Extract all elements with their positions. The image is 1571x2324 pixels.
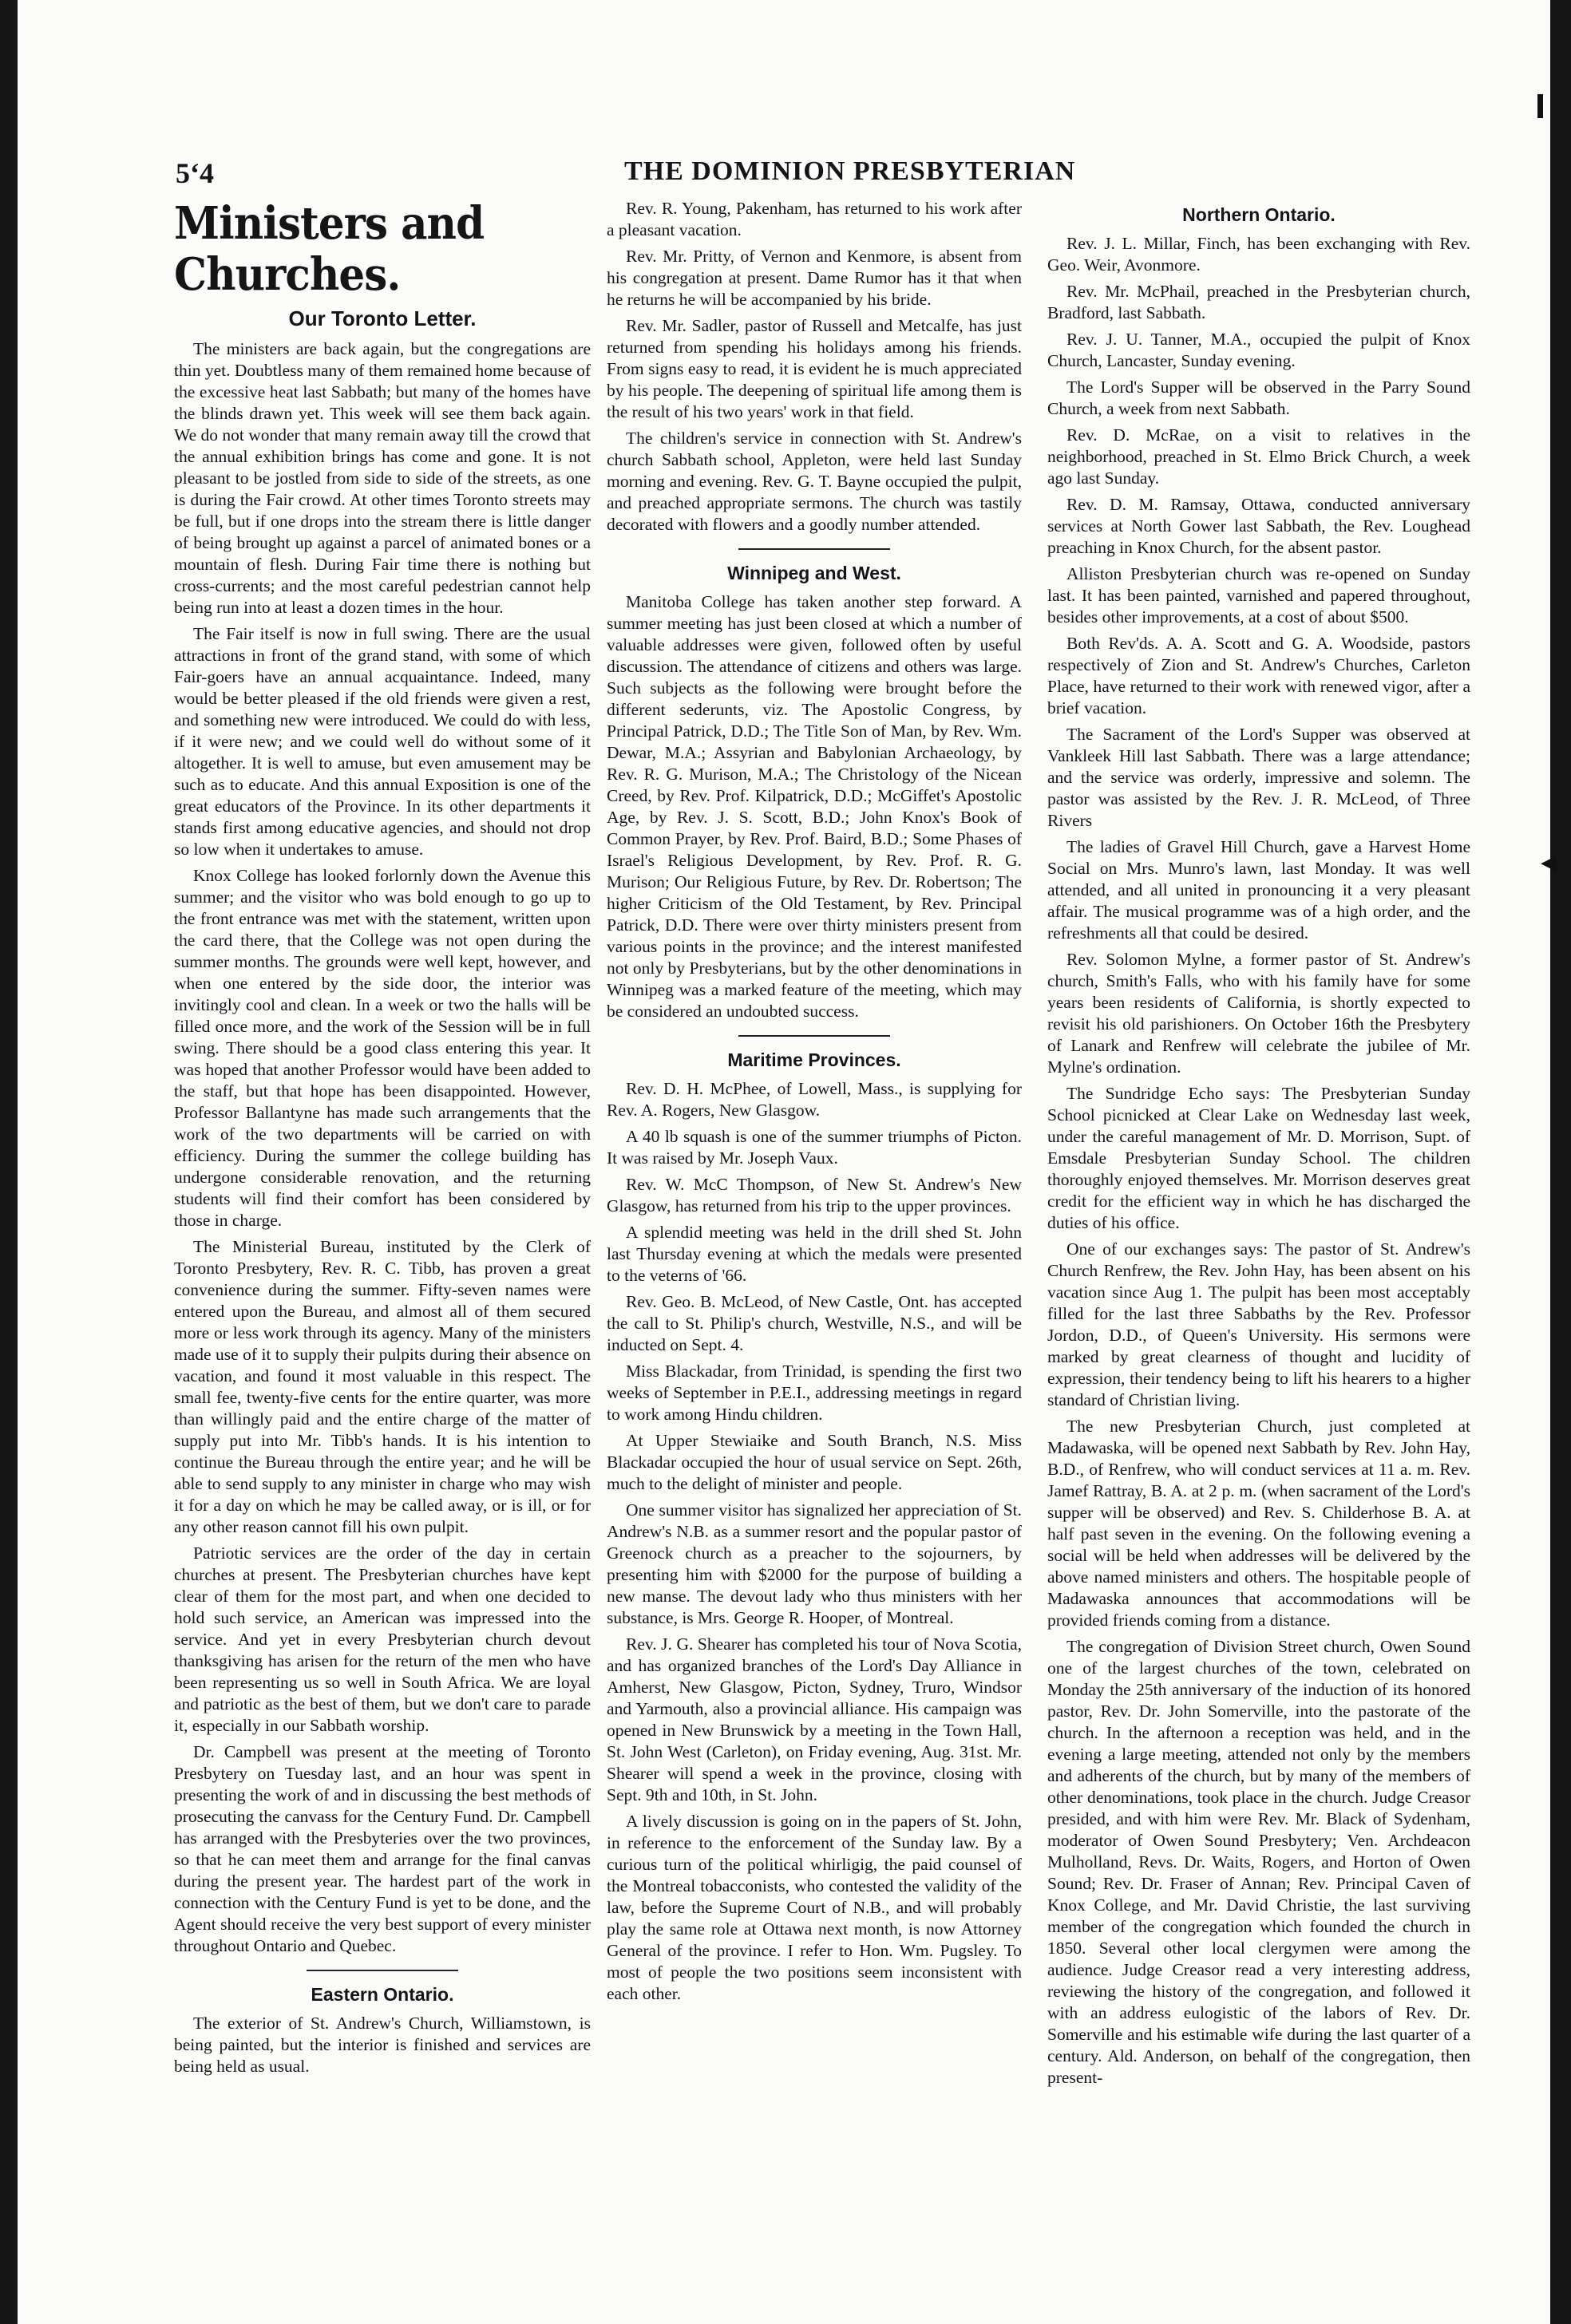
- section-divider: [738, 548, 890, 550]
- intro-items-body: [607, 198, 1022, 536]
- section-masthead: Ministers and Churches.: [174, 197, 485, 301]
- paragraph: Patriotic services are the order of the day in certain churches at present. The Presbyterian churches have kept clear of them for the most part, and when one decided to hold such service, an American was impressed into the service. And yet in every Presbyterian church devout thanksgiving has arisen for the return of the men who have been representing us so well in South Africa. We are loyal and patriotic as the best of them, but we don't care to parade it, especially in our Sabbath worship.: [174, 1543, 591, 1735]
- paragraph: Rev. D. M. Ramsay, Ottawa, conducted anniversary services at North Gower last Sabbath, the Rev. Loughead preaching in Knox Church, for the absent pastor.: [1047, 495, 1470, 557]
- paragraph: The Sacrament of the Lord's Supper was observed at Vankleek Hill last Sabbath. There was a large attendance; and the service was orderly, impressive and solemn. The pastor was assisted by the Rev. J. R. McLeod, of Three Rivers: [1047, 725, 1470, 830]
- scan-mark: [1537, 94, 1543, 118]
- scan-arrow-mark: ◀: [1541, 851, 1557, 874]
- paragraph: One of our exchanges says: The pastor of St. Andrew's Church Renfrew, the Rev. John Hay, has been absent on his vacation since Aug 1. The pulpit has been most acceptably filled for the last three Sabbaths by the Rev. Professor Jordon, D.D., of Queen's University. His sermons were marked by great clearness of thought and lucidity of expression, their tendency being to lift his hearers to a higher standard of Christian living.: [1047, 1239, 1470, 1409]
- scan-border-right: [1550, 0, 1571, 2324]
- heading-winnipeg-west: Winnipeg and West.: [727, 563, 901, 583]
- paragraph: The Fair itself is now in full swing. There are the usual attractions in front of the grand stand, with some of which Fair-goers have an annual acquaintance. Indeed, many would be better pleased if the old friends were given a rest, and something new were introduced. We could do with less, if it were new; and we could well do without some of it altogether. It is well to amuse, but even amusement may be such as to educate. And this annual Exposition is one of the great educators of the Province. In its other departments it stands first among educative agencies, and should not drop so low when it undertakes to amuse.: [174, 624, 591, 859]
- page-number: 5‘4: [176, 157, 214, 189]
- heading-northern-ontario: Northern Ontario.: [1182, 204, 1336, 225]
- paragraph: A 40 lb squash is one of the summer triumphs of Picton. It was raised by Mr. Joseph Vaux.: [607, 1127, 1022, 1168]
- paragraph: The Sundridge Echo says: The Presbyterian Sunday School picnicked at Clear Lake on Wednesday last week, under the careful management of Mr. D. Morrison, Supt. of Emsdale Presbyterian Sunday School. The children thoroughly enjoyed themselves. Mr. Morrison deserves great credit for the efficient way in which he has discharged the duties of his office.: [1047, 1084, 1470, 1232]
- paragraph: A splendid meeting was held in the drill shed St. John last Thursday evening at which the medals were presented to the veterns of '66.: [607, 1223, 1022, 1285]
- paragraph: The exterior of St. Andrew's Church, Williamstown, is being painted, but the interior is finished and services are being held as usual.: [174, 2014, 591, 2076]
- paragraph: Dr. Campbell was present at the meeting of Toronto Presbytery on Tuesday last, and an hour was spent in presenting the work of and in discussing the best methods of prosecuting the canvass for the Century Fund. Dr. Campbell has arranged with the Presbyteries over the two provinces, so that he can meet them and arrange for the final canvas during the present year. The hardest part of the work in connection with the Century Fund is yet to be done, and the Agent should receive the very best support of every minister throughout Ontario and Quebec.: [174, 1742, 591, 1955]
- paragraph: Rev. Mr. Sadler, pastor of Russell and Metcalfe, has just returned from spending his holidays among his friends. From signs easy to read, it is evident he is much appreciated by his people. The deepening of spiritual life among them is the result of his two years' work in that field.: [607, 316, 1022, 421]
- scan-border-left: [0, 0, 18, 2324]
- paragraph: The ladies of Gravel Hill Church, gave a Harvest Home Social on Mrs. Munro's lawn, last Monday. It was well attended, and all united in pronouncing it a very pleasant affair. The musical programme was of a high order, and the refreshments all that could be desired.: [1047, 837, 1470, 943]
- paragraph: The new Presbyterian Church, just completed at Madawaska, will be opened next Sabbath by Rev. John Hay, B.D., of Renfrew, who will conduct services at 11 a. m. Rev. Jamef Rattray, B. A. at 2 p. m. (when sacrament of the Lord's supper will be observed) and Rev. S. Childerhose B. A. at half past seven in the evening. On the following evening a social will be held when addresses will be delivered by the above named ministers and others. The hospitable people of Madawaska announces that accommodations will be provided friends coming from a distance.: [1047, 1417, 1470, 1630]
- paragraph: A lively discussion is going on in the papers of St. John, in reference to the enforcement of the Sunday law. By a curious turn of the political whirligig, the paid counsel of the Montreal tobacconists, who contested the validity of the law, before the Supreme Court of N.B., and will probably play the same role at Ottawa next month, is now Attorney General of the province. I refer to Hon. Wm. Pugsley. To most of people the two positions seem inconsistent with each other.: [607, 1812, 1022, 2003]
- section-divider: [738, 1035, 890, 1037]
- paragraph: Rev. Mr. McPhail, preached in the Presbyterian church, Bradford, last Sabbath.: [1047, 282, 1470, 322]
- column-middle: [607, 198, 1022, 2010]
- paragraph: Rev. Mr. Pritty, of Vernon and Kenmore, is absent from his congregation at present. Dame Rumor has it that when he returns he will be accompanied by his bride.: [607, 247, 1022, 309]
- paragraph: The ministers are back again, but the congregations are thin yet. Doubtless many of them remained home because of the excessive heat last Sabbath; but many of the homes have the blinds drawn yet. This week will see them back again. We do not wonder that many remain away till the crowd that the annual exhibition brings has come and gone. It is not pleasant to be jostled from side to side of the streets, as one is during the Fair crowd. At other times Toronto streets may be full, but if one drops into the stream there is little danger of being brought up against a parcel of animated bones or a mountain of flesh. During Fair time there is nothing but cross-currents; and the most careful pedestrian cannot help being run into at least a dozen times in the hour.: [174, 339, 591, 617]
- paragraph: Manitoba College has taken another step forward. A summer meeting has just been closed at which a number of valuable addresses were given, followed often by useful discussion. The attendance of citizens and others was large. Such subjects as the following were brought before the different sederunts, viz. The Apostolic Congress, by Principal Patrick, D.D.; The Title Son of Man, by Rev. Wm. Dewar, M.A.; Assyrian and Babylonian Archaeology, by Rev. R. G. Murison, M.A.; The Christology of the Nicean Creed, by Rev. Prof. Kilpatrick, D.D.; McGiffet's Apostolic Age, by Rev. J. S. Scott, B.D.; John Knox's Book of Common Prayer, by Rev. Prof. Baird, B.D.; Some Phases of Israel's Religious Development, by Rev. Prof. R. G. Murison; Our Religious Future, by Rev. Dr. Robertson; The higher Criticism of the Old Testament, by Rev. Principal Patrick, D.D. There were over thirty ministers present from various points in the province; and the interest manifested not only by Presbyterians, but by the other denominations in Winnipeg was a marked feature of the meeting, which may be considered an undoubted success.: [607, 592, 1022, 1021]
- paragraph: The children's service in connection with St. Andrew's church Sabbath school, Appleton, were held last Sunday morning and evening. Rev. G. T. Bayne occupied the pulpit, and preached appropriate sermons. The church was tastily decorated with flowers and a goodly number attended.: [607, 429, 1022, 534]
- paragraph: Rev. W. McC Thompson, of New St. Andrew's New Glasgow, has returned from his trip to the upper provinces.: [607, 1175, 1022, 1215]
- column-left: [174, 198, 591, 2082]
- paragraph: Rev. J. L. Millar, Finch, has been exchanging with Rev. Geo. Weir, Avonmore.: [1047, 234, 1470, 275]
- paragraph: At Upper Stewiaike and South Branch, N.S. Miss Blackadar occupied the hour of usual service on Sept. 26th, much to the delight of minister and people.: [607, 1431, 1022, 1493]
- paragraph: One summer visitor has signalized her appreciation of St. Andrew's N.B. as a summer resort and the popular pastor of Greenock church as a preacher to the sojourners, by presenting him with $2000 for the purpose of building a new manse. The devout lady who thus ministers with her substance, is Mrs. George R. Hooper, of Montreal.: [607, 1500, 1022, 1627]
- paragraph: Rev. Solomon Mylne, a former pastor of St. Andrew's church, Smith's Falls, who with his family have for some years been residents of California, is shortly expected to revisit his old parishioners. On October 16th the Presbytery of Lanark and Renfrew will celebrate the jubilee of Mr. Mylne's ordination.: [1047, 950, 1470, 1077]
- paragraph: The congregation of Division Street church, Owen Sound one of the largest churches of the town, celebrated on Monday the 25th anniversary of the induction of its honored pastor, Rev. Dr. John Somerville, into the pastorate of the church. In the afternoon a reception was held, and in the evening a large meeting, attended not only by the members and adherents of the church, but by many of the members of other denominations, took place in the church. Judge Creasor presided, and with him were Rev. Mr. Black of Sydenham, moderator of Owen Sound Presbytery; Ven. Archdeacon Mulholland, Revs. Dr. Waits, Rogers, and Horton of Owen Sound; Rev. Dr. Fraser of Annan; Rev. Principal Caven of Knox College, and Mr. David Christie, the last surviving member of the congregation which founded the church in 1850. Several other local clergymen were among the audience. Judge Creasor read a very interesting address, reviewing the history of the congregation, and followed it with an address eulogistic of the labors of Rev. Dr. Somerville and his estimable wife during the last quarter of a century. Ald. Anderson, on behalf of the congregation, then present-: [1047, 1637, 1470, 2087]
- northern-ontario-body: [1047, 233, 1470, 2089]
- paragraph: Alliston Presbyterian church was re-opened on Sunday last. It has been painted, varnished and papered throughout, besides other improvements, at a cost of about $500.: [1047, 564, 1470, 626]
- column-right: [1047, 198, 1470, 2093]
- paragraph: The Lord's Supper will be observed in the Parry Sound Church, a week from next Sabbath.: [1047, 377, 1470, 418]
- maritime-provinces-body: [607, 1078, 1022, 2005]
- heading-maritime-provinces: Maritime Provinces.: [727, 1049, 901, 1070]
- heading-eastern-ontario: Eastern Ontario.: [311, 1984, 454, 2005]
- paragraph: Knox College has looked forlornly down the Avenue this summer; and the visitor who was bold enough to go up to the front entrance was met with the statement, written upon the card there, that the College was not open during the summer months. The grounds were well kept, however, and when one entered by the side door, the interior was invitingly cool and clean. In a week or two the halls will be filled once more, and the work of the Session will be in full swing. There should be a good class entering this year. It was hoped that another Professor would have been added to the staff, but that hope has been disappointed. However, Professor Ballantyne has made such arrangements that the work of the two departments will be carried on with efficiency. During the summer the college building has undergone considerable renovation, and the returning students will find their comfort has been considered by those in charge.: [174, 866, 591, 1230]
- journal-title: THE DOMINION PRESBYTERIAN: [624, 156, 1076, 186]
- paragraph: Rev. R. Young, Pakenham, has returned to his work after a pleasant vacation.: [607, 199, 1022, 239]
- toronto-letter-body: [174, 338, 591, 1957]
- paragraph: Rev. D. McRae, on a visit to relatives in the neighborhood, preached in St. Elmo Brick Church, a week ago last Sunday.: [1047, 425, 1470, 488]
- paragraph: Both Rev'ds. A. A. Scott and G. A. Woodside, pastors respectively of Zion and St. Andrew's Churches, Carleton Place, have returned to their work with renewed vigor, after a brief vacation.: [1047, 634, 1470, 717]
- winnipeg-west-body: [607, 591, 1022, 1022]
- paragraph: Rev. J. G. Shearer has completed his tour of Nova Scotia, and has organized branches of the Lord's Day Alliance in Amherst, New Glasgow, Picton, Sydney, Truro, Windsor and Yarmouth, also a provincial alliance. His campaign was opened in New Brunswick by a meeting in the Town Hall, St. John West (Carleton), on Friday evening, Aug. 31st. Mr. Shearer will spend a week in the province, closing with Sept. 9th and 10th, in St. John.: [607, 1634, 1022, 1804]
- section-divider: [307, 1970, 458, 1971]
- paragraph: Rev. D. H. McPhee, of Lowell, Mass., is supplying for Rev. A. Rogers, New Glasgow.: [607, 1079, 1022, 1120]
- paragraph: The Ministerial Bureau, instituted by the Clerk of Toronto Presbytery, Rev. R. C. Tibb, has proven a great convenience during the summer. Fifty-seven names were entered upon the Bureau, and almost all of them secured more or less work through its agency. Many of the ministers made use of it to supply their pulpits during their absence on vacation, and found it most valuable in this respect. The small fee, twenty-five cents for the entire quarter, was more than willingly paid and the entire charge of the matter of supply put into Mr. Tibb's hands. It is his intention to continue the Bureau through the entire year; and he will be able to send supply to any minister in charge who may wish it for a day on which he may be called away, or is ill, or for any other reason cannot fill his own pulpit.: [174, 1237, 591, 1536]
- paragraph: Miss Blackadar, from Trinidad, is spending the first two weeks of September in P.E.I., addressing meetings in regard to work among Hindu children.: [607, 1362, 1022, 1424]
- paragraph: Rev. J. U. Tanner, M.A., occupied the pulpit of Knox Church, Lancaster, Sunday evening.: [1047, 330, 1470, 370]
- heading-toronto-letter: Our Toronto Letter.: [288, 306, 477, 330]
- eastern-ontario-body: [174, 2013, 591, 2077]
- page-header: [176, 156, 1421, 192]
- paragraph: Rev. Geo. B. McLeod, of New Castle, Ont. has accepted the call to St. Philip's church, Westville, N.S., and will be inducted on Sept. 4.: [607, 1292, 1022, 1354]
